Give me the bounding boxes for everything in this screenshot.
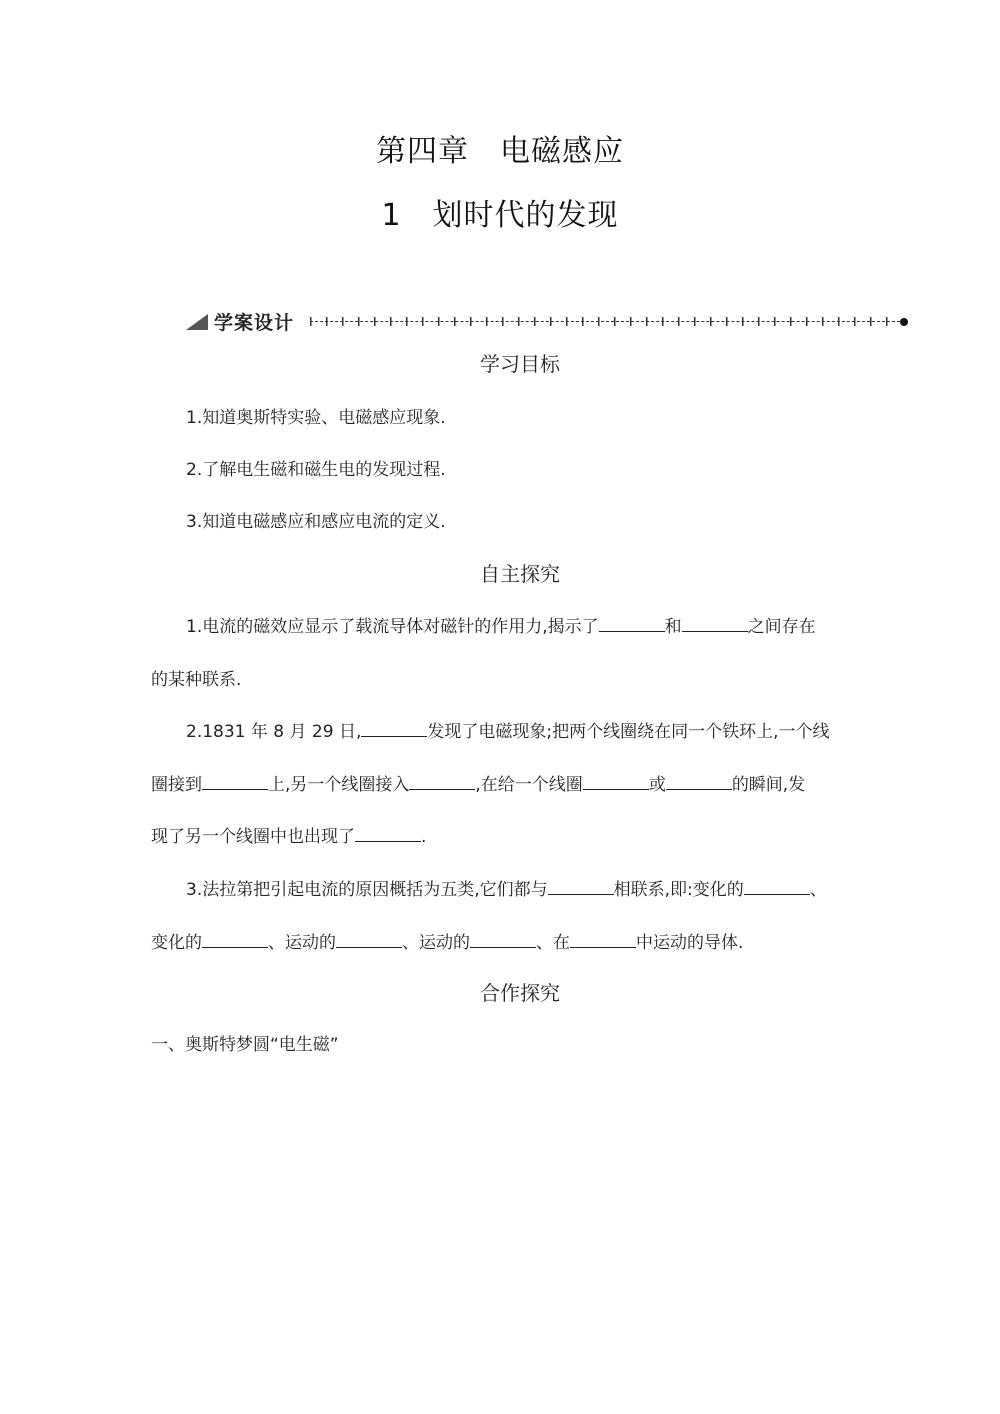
text: 、: [809, 880, 827, 900]
text: 上,另一个线圈接入: [268, 775, 410, 795]
fill-blank[interactable]: [202, 929, 268, 948]
subsection-heading: 一、奥斯特梦圆“电生磁”: [151, 1035, 339, 1055]
text: ,在给一个线圈: [475, 775, 583, 795]
divider-end-dot: [900, 318, 908, 326]
goal-item: 3.知道电磁感应和感应电流的定义.: [186, 512, 446, 532]
section-bar-label: 学案设计: [214, 312, 295, 334]
section-bar: [186, 310, 908, 334]
fill-blank[interactable]: [583, 771, 649, 790]
text: 2.1831 年 8 月 29 日,: [186, 722, 362, 742]
text: 变化的: [151, 933, 202, 953]
fill-blank[interactable]: [409, 771, 475, 790]
fill-blank[interactable]: [548, 876, 614, 895]
lesson-title: 1 划时代的发现: [381, 198, 619, 233]
text: 中运动的导体.: [636, 933, 744, 953]
question-3-line-1: [186, 875, 827, 900]
question-1-line-1: [186, 612, 816, 637]
goal-item: 2.了解电生磁和磁生电的发现过程.: [186, 460, 446, 480]
tick-marks: [310, 317, 900, 326]
text: 之间存在: [747, 617, 816, 637]
goal-item: 1.知道奥斯特实验、电磁感应现象.: [186, 408, 446, 428]
fill-blank[interactable]: [682, 613, 748, 632]
fill-blank[interactable]: [570, 929, 636, 948]
text: 相联系,即:变化的: [613, 880, 744, 900]
text: 、在: [536, 933, 570, 953]
fill-blank[interactable]: [744, 876, 810, 895]
text: 3.法拉第把引起电流的原因概括为五类,它们都与: [186, 880, 548, 900]
question-3-line-2: [151, 928, 743, 953]
goals-heading: 学习目标: [480, 352, 560, 376]
text: 现了另一个线圈中也出现了: [151, 827, 355, 847]
fill-blank[interactable]: [202, 771, 268, 790]
self-study-heading: 自主探究: [480, 562, 560, 586]
fill-blank[interactable]: [599, 613, 665, 632]
fill-blank[interactable]: [361, 718, 427, 737]
text: 、运动的: [268, 933, 336, 953]
question-1-line-2: 的某种联系.: [151, 670, 242, 690]
text: .: [421, 827, 427, 847]
fill-blank[interactable]: [355, 823, 421, 842]
fill-blank[interactable]: [336, 929, 402, 948]
text: 、运动的: [402, 933, 470, 953]
chapter-title: 第四章 电磁感应: [376, 134, 624, 169]
cooperative-heading: 合作探究: [480, 981, 560, 1005]
question-2-line-2: [151, 770, 805, 795]
text: 的瞬间,发: [731, 775, 806, 795]
question-2-line-1: [186, 717, 830, 742]
text: 发现了电磁现象;把两个线圈绕在同一个铁环上,一个线: [427, 722, 830, 742]
fill-blank[interactable]: [470, 929, 536, 948]
text: 或: [648, 775, 666, 795]
question-2-line-3: [151, 822, 426, 847]
triangle-icon: [186, 314, 208, 330]
text: 圈接到: [151, 775, 202, 795]
text: 和: [664, 617, 682, 637]
fill-blank[interactable]: [666, 771, 732, 790]
text: 1.电流的磁效应显示了载流导体对磁针的作用力,揭示了: [186, 617, 599, 637]
